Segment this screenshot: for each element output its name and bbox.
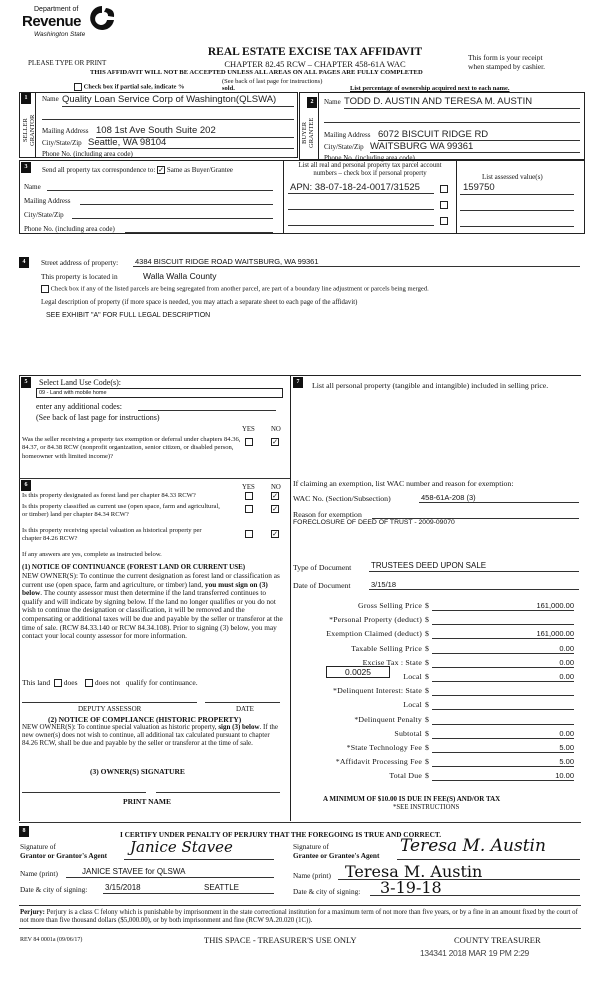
fee-value[interactable] bbox=[432, 686, 574, 696]
legal-description: SEE EXHIBIT "A" FOR FULL LEGAL DESCRIPTION bbox=[46, 312, 211, 319]
forest-no-checkbox[interactable]: ✓ bbox=[272, 492, 278, 500]
exemption-reason: FORECLOSURE OF DEED OF TRUST - 2009-09070 bbox=[293, 519, 455, 526]
grantee-print-name[interactable]: Teresa M. Austin bbox=[345, 862, 483, 881]
treasurer-stamp: 134341 2018 MAR 19 PM 2:29 bbox=[420, 948, 529, 958]
fee-row: Taxable Selling Price $ 0.00 bbox=[351, 643, 574, 653]
grantor-print-name[interactable]: JANICE STAVEE for QLSWA bbox=[82, 867, 186, 876]
land-use-code-select[interactable]: 09 - Land with mobile home bbox=[36, 388, 283, 398]
fee-value[interactable] bbox=[432, 700, 574, 710]
fee-row: Excise Tax : State $ 0.00 bbox=[362, 657, 574, 667]
personal-property-checkbox[interactable] bbox=[440, 217, 448, 225]
fee-label: *Personal Property (deduct) bbox=[329, 615, 422, 625]
fee-value[interactable]: 0.00 bbox=[432, 658, 574, 668]
buyer-name[interactable]: TODD D. AUSTIN AND TERESA M. AUSTIN bbox=[344, 96, 533, 107]
document-date[interactable]: 3/15/18 bbox=[371, 580, 397, 589]
dor-logo: Department of Revenue Washington State bbox=[22, 4, 122, 42]
wac-number[interactable]: 458-61A-208 (3) bbox=[421, 493, 476, 502]
historic-no-checkbox[interactable]: ✓ bbox=[272, 530, 278, 538]
fee-row: Subtotal $ 0.00 bbox=[394, 728, 574, 738]
fee-row: Local $ bbox=[290, 700, 590, 714]
current-use-no-checkbox[interactable]: ✓ bbox=[272, 505, 278, 513]
fee-label: Taxable Selling Price bbox=[351, 643, 422, 653]
fee-row: Local $ 0.00 bbox=[403, 672, 574, 681]
fee-value[interactable] bbox=[432, 715, 574, 725]
partial-sale-checkbox[interactable]: Check box if partial sale, indicate % bbox=[74, 83, 185, 91]
fee-value[interactable] bbox=[432, 615, 574, 625]
fee-label: Exemption Claimed (deduct) bbox=[326, 629, 422, 639]
grantee-sign-date[interactable]: 3-19-18 bbox=[380, 878, 442, 897]
fee-row: Exemption Claimed (deduct) $ 161,000.00 bbox=[326, 629, 574, 639]
fee-value[interactable]: 5.00 bbox=[432, 743, 574, 753]
fee-value[interactable]: 0.00 bbox=[432, 644, 574, 654]
forest-yes-checkbox[interactable] bbox=[245, 492, 253, 500]
fee-row: *Personal Property (deduct) $ bbox=[290, 615, 590, 629]
fee-label: Gross Selling Price bbox=[357, 601, 422, 610]
fee-label: Subtotal bbox=[394, 728, 422, 738]
fee-value[interactable]: 0.00 bbox=[432, 729, 574, 739]
fee-value[interactable]: 161,000.00 bbox=[432, 629, 574, 639]
fee-value[interactable]: 0.00 bbox=[432, 672, 574, 682]
fee-label: *State Technology Fee bbox=[346, 743, 422, 752]
current-use-yes-checkbox[interactable] bbox=[245, 505, 253, 513]
personal-property-checkbox[interactable] bbox=[440, 185, 448, 193]
fee-value[interactable]: 161,000.00 bbox=[432, 601, 574, 611]
seller-name[interactable]: Quality Loan Service Corp of Washington(QLSWA) bbox=[62, 94, 277, 105]
local-rate-box[interactable]: 0.0025 bbox=[326, 666, 390, 678]
logo-swirl-icon bbox=[87, 4, 117, 32]
document-type[interactable]: TRUSTEES DEED UPON SALE bbox=[371, 561, 487, 570]
same-as-buyer-checkbox[interactable]: ✓ bbox=[158, 166, 165, 175]
fee-label: Total Due bbox=[389, 771, 422, 781]
buyer-city[interactable]: WAITSBURG WA 99361 bbox=[370, 141, 474, 152]
does-not-qualify-checkbox[interactable] bbox=[85, 679, 93, 687]
seller-address[interactable]: 108 1st Ave South Suite 202 bbox=[96, 125, 216, 136]
fee-value[interactable]: 10.00 bbox=[432, 771, 574, 781]
does-qualify-checkbox[interactable] bbox=[54, 679, 62, 687]
fee-label: *Delinquent Interest: State bbox=[333, 686, 422, 696]
fee-label: *Delinquent Penalty bbox=[354, 714, 422, 724]
exemption-no-checkbox[interactable]: ✓ bbox=[272, 438, 278, 446]
grantor-signature: Janice Stavee bbox=[130, 838, 233, 856]
fee-row: Gross Selling Price $ 161,000.00 bbox=[357, 601, 574, 610]
seller-city[interactable]: Seattle, WA 98104 bbox=[88, 137, 167, 148]
grantor-sign-city[interactable]: SEATTLE bbox=[204, 883, 239, 892]
grantor-sign-date[interactable]: 3/15/2018 bbox=[105, 883, 141, 892]
personal-property-checkbox[interactable] bbox=[440, 201, 448, 209]
parcel-number[interactable]: APN: 38-07-18-24-0017/31525 bbox=[290, 182, 420, 193]
assessed-value[interactable]: 159750 bbox=[463, 182, 495, 193]
fee-label: Local bbox=[403, 700, 422, 710]
fee-row: *Delinquent Penalty $ bbox=[290, 715, 590, 729]
segregate-checkbox[interactable] bbox=[41, 285, 49, 293]
exemption-yes-checkbox[interactable] bbox=[245, 438, 253, 446]
property-county: Walla Walla County bbox=[143, 271, 217, 281]
property-street[interactable]: 4384 BISCUIT RIDGE ROAD WAITSBURG, WA 99361 bbox=[135, 257, 319, 266]
buyer-address[interactable]: 6072 BISCUIT RIDGE RD bbox=[378, 129, 489, 140]
fee-row: *State Technology Fee $ 5.00 bbox=[346, 743, 574, 752]
form-title: REAL ESTATE EXCISE TAX AFFIDAVIT bbox=[207, 46, 423, 58]
fee-row: *Delinquent Interest: State $ bbox=[290, 686, 590, 700]
fee-value[interactable]: 5.00 bbox=[432, 757, 574, 767]
fee-label: Local bbox=[403, 672, 422, 681]
fee-row: Total Due $ 10.00 bbox=[389, 771, 574, 781]
grantee-signature: Teresa M. Austin bbox=[400, 836, 546, 856]
fee-label: Excise Tax : State bbox=[362, 657, 422, 667]
fee-row: *Affidavit Processing Fee $ 5.00 bbox=[335, 757, 574, 767]
historic-yes-checkbox[interactable] bbox=[245, 530, 253, 538]
fee-label: *Affidavit Processing Fee bbox=[335, 757, 422, 767]
